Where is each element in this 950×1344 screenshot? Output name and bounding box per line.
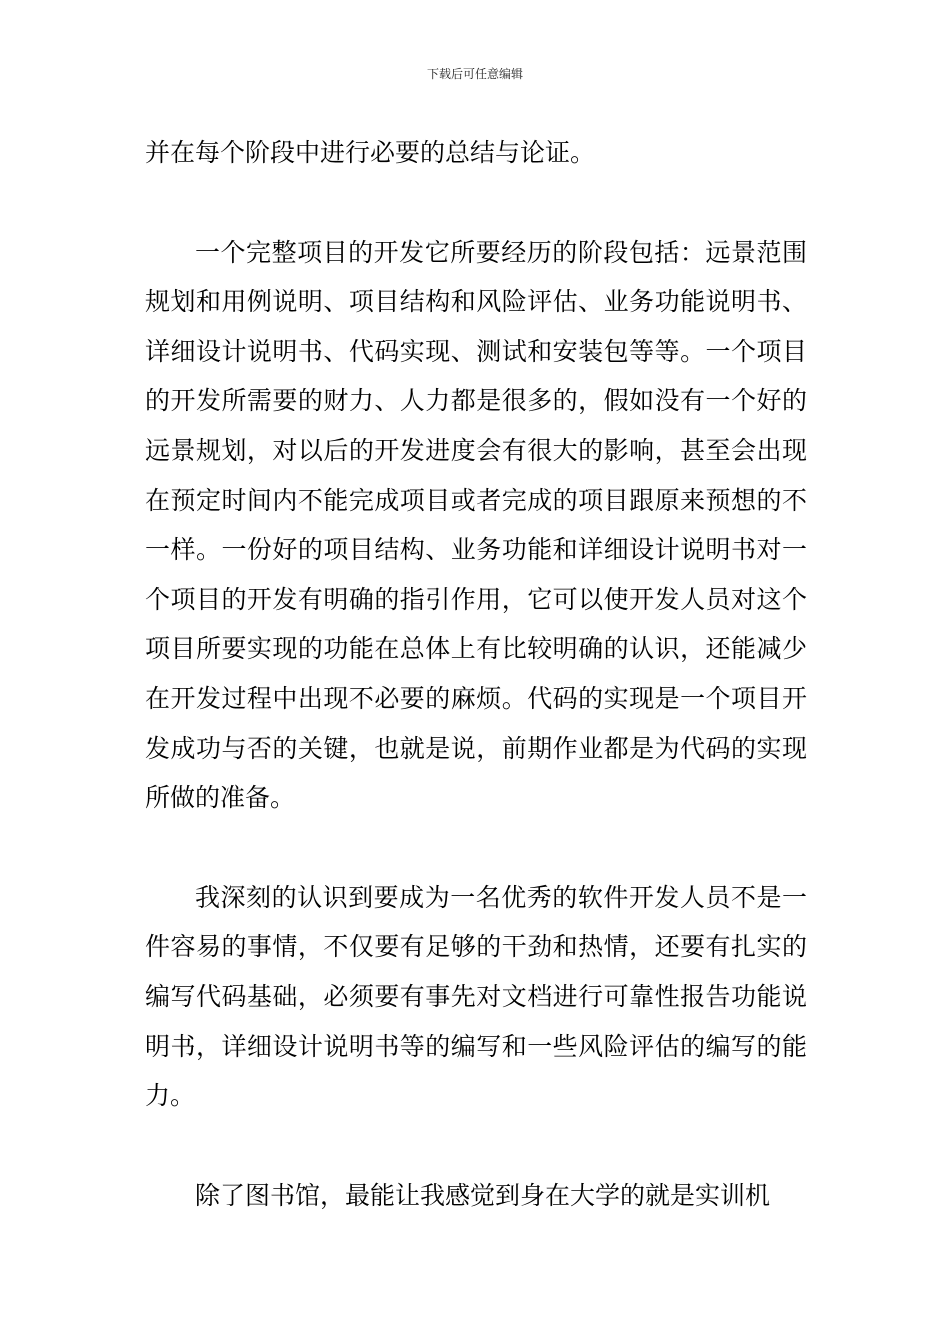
- paragraph-3: 我深刻的认识到要成为一名优秀的软件开发人员不是一件容易的事情，不仅要有足够的干劲和热情，还要有扎实的编写代码基础，必须要有事先对文档进行可靠性报告功能说明书，详细设计说明书等的编写和一些风险评估的编写的能力。: [145, 882, 807, 1111]
- document-body: [145, 128, 807, 1220]
- paragraph-1: 并在每个阶段中进行必要的总结与论证。: [145, 138, 596, 167]
- page-header: 下载后可任意编辑: [426, 67, 523, 81]
- paragraph-4: 除了图书馆，最能让我感觉到身在大学的就是实训机: [195, 1180, 771, 1210]
- paragraph-2: 一个完整项目的开发它所要经历的阶段包括：远景范围规划和用例说明、项目结构和风险评估、业务功能说明书、详细设计说明书、代码实现、测试和安装包等等。一个项目的开发所需要的财力、人力都是很多的，假如没有一个好的远景规划，对以后的开发进度会有很大的影响，甚至会出现在预定时间内不能完成项目或者完成的项目跟原来预想的不一样。一份好的项目结构、业务功能和详细设计说明书对一个项目的开发有明确的指引作用，它可以使开发人员对这个项目所要实现的功能在总体上有比较明确的认识，还能减少在开发过程中出现不必要的麻烦。代码的实现是一个项目开发成功与否的关键，也就是说，前期作业都是为代码的实现所做的准备。: [145, 237, 807, 813]
- paragraph-gap: [145, 178, 807, 228]
- paragraph-gap: [145, 823, 807, 873]
- paragraph-gap: [145, 1121, 807, 1171]
